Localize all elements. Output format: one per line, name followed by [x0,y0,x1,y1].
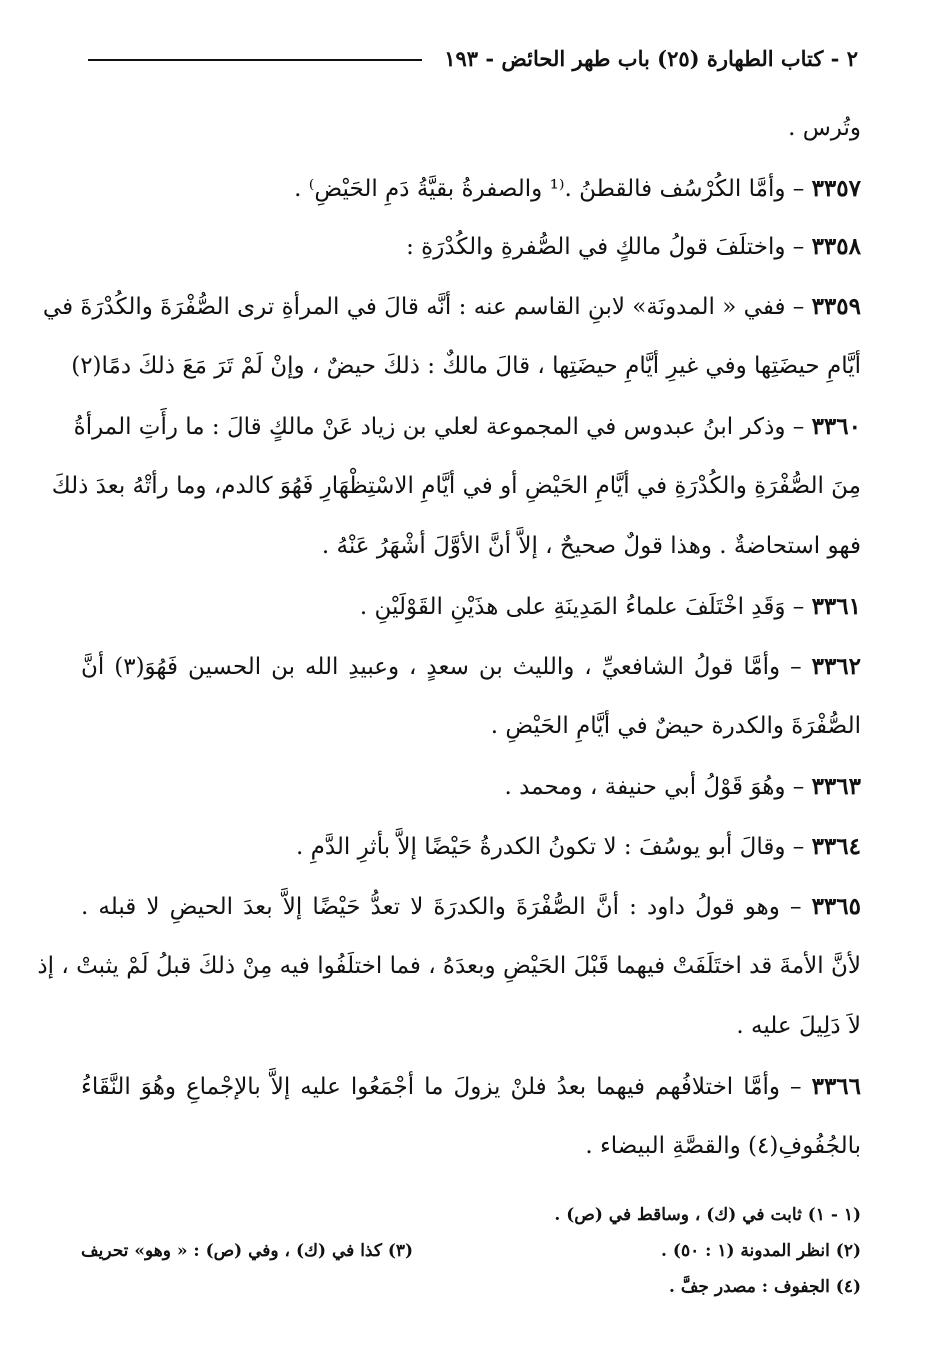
paragraph-3363 [81,775,861,799]
paragraph-text: – وأمَّا الكُرْسُف فالقطنُ .⁽¹ والصفرةُ بقيَّةُ دَمِ الحَيْضِ⁾ . [294,176,805,202]
footnote-4: (٤) الجفوف : مصدر جفَّ . [669,1277,861,1297]
paragraph-number: ٣٣٦٥ [811,893,861,920]
paragraph-3357 [81,177,861,201]
paragraph-3360 [73,413,861,440]
paragraph-text: – ففي « المدونَة» لابنِ القاسم عنه : أنَّه قالَ في المرأةِ ترى الصُّفْرَةَ والكُدْرَةَ في [42,294,805,320]
header-rule [88,59,422,61]
footnote-3: (٣) كذا في (ك) ، وفي (ص) : « وهو» تحريف [81,1241,414,1261]
paragraph-text: – وهو قولُ داود : أنَّ الصُّفْرَةَ والكدرَةَ لا تعدُّ حَيْضًا إلاَّ بعدَ الحيضِ لا قبله . [81,894,802,920]
paragraph-number: ٣٣٦٤ [811,833,861,860]
footnote-1: (١ - ١) ثابت في (ك) ، وساقط في (ص) . [554,1205,861,1225]
paragraph-number: ٣٣٥٨ [811,233,861,260]
paragraph-3362 [81,655,861,679]
paragraph-number: ٣٣٦٠ [811,413,861,440]
paragraph-number: ٣٣٥٩ [811,293,861,320]
text-line: وتُرس . [788,115,861,141]
text-line: الصُّفْرَةَ والكدرة حيضٌ في أيَّامِ الحَيْضِ . [490,713,861,739]
paragraph-number: ٣٣٦٢ [811,653,862,680]
text-line: فهو استحاضةٌ . وهذا قولٌ صحيحٌ ، إلاَّ أنَّ الأوَّلَ أشْهَرُ عَنْهُ . [321,533,861,559]
paragraph-number: ٣٣٦٦ [811,1073,862,1100]
paragraph-text: – وهُوَ قَوْلُ أبي حنيفة ، ومحمد . [504,774,805,800]
paragraph-text: – وذكر ابنُ عبدوس في المجموعة لعلي بن زياد عَنْ مالكٍ قالَ : ما رأَتِ المرأةُ [73,414,805,440]
text-line: مِنَ الصُّفْرَةِ والكُدْرَةِ في أيَّامِ الحَيْضِ أو في أيَّامِ الاسْتِظْهَارِ فَهُوَ كالدم، وما رأتْهُ بعدَ ذلكَ [51,473,861,499]
paragraph-text: – وأمَّا اختلافُهم فيهما بعدُ فلنْ يزولَ ما أجْمَعُوا عليه إلاَّ بالإجْماعِ وهُوَ النَّقَاءُ [81,1074,802,1100]
paragraph-3366 [81,1075,861,1099]
text-line: لاَ دَلِيلَ عليه . [736,1013,861,1039]
running-title: ٢ - كتاب الطهارة (٢٥) باب طهر الحائض - ١٩٣ [444,45,858,71]
paragraph-text: – وأمَّا قولُ الشافعيِّ ، والليث بن سعدٍ ، وعبيدِ الله بن الحسين فَهُوَ(٣) أنَّ [81,654,802,680]
page-header [88,38,858,78]
paragraph-number: ٣٣٦٣ [811,773,861,800]
paragraph-3365 [81,895,861,919]
paragraph-3364 [81,835,861,859]
paragraph-text: – وقالَ أبو يوسُفَ : لا تكونُ الكدرةُ حَيْضًا إلاَّ بأثرِ الدَّمِ . [295,834,805,860]
paragraph-3359 [42,293,861,320]
footnote-row [81,1241,861,1261]
text-line: أيَّامِ حيضَتِها وفي غيرِ أيَّامِ حيضَتِها ، قالَ مالكٌ : ذلكَ حيضٌ ، وإنْ لَمْ تَرَ مَعَ ذلكَ دمًا(٢) [71,353,861,379]
footnote-2: (٢) انظر المدونة (١ : ٥٠) . [661,1241,861,1261]
paragraph-text: – وَقَدِ اخْتَلَفَ علماءُ المَدِينَةِ على هذَيْنِ القَوْلَيْنِ . [359,594,805,620]
text-line: بالجُفُوفِ(٤) والقصَّةِ البيضاء . [585,1133,861,1159]
paragraph-number: ٣٣٥٧ [811,175,861,202]
paragraph-3358 [81,235,861,259]
paragraph-3361 [81,595,861,619]
paragraph-text: – واختلَفَ قولُ مالكٍ في الصُّفرةِ والكُدْرَةِ : [406,234,805,260]
text-line: لأنَّ الأمةَ قد اختَلَفَتْ فيهما قَبْلَ الحَيْضِ وبعدَهُ ، فما اختلَفُوا فيه مِنْ ذلكَ قبلُ لَمْ يثبتْ ، إذ [37,953,861,979]
paragraph-number: ٣٣٦١ [811,593,861,620]
